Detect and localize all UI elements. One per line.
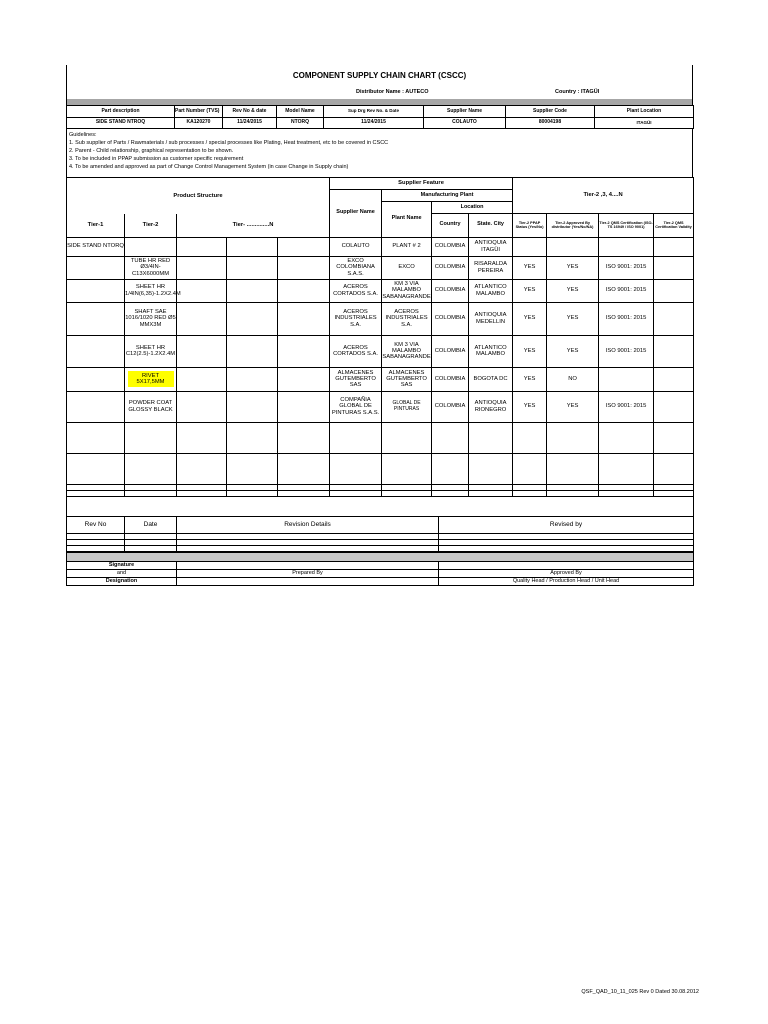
qms-validity-header: Tier-2 QMS Certification Validity	[654, 214, 694, 238]
table-row	[67, 335, 694, 367]
table-row	[67, 367, 694, 391]
approved-by-header: Tier-2 Approved By distributor (Yes/No/NA)	[547, 214, 599, 238]
approved-cell: YES	[547, 256, 599, 279]
tier1-cell	[67, 302, 125, 335]
approved-cell: NO	[547, 367, 599, 391]
tier5-cell	[278, 391, 330, 422]
ppap-cell: YES	[513, 367, 547, 391]
tier4-cell	[227, 237, 278, 256]
tier1-cell: SIDE STAND NTORQ	[67, 237, 125, 256]
label-plant-location: Plant Location	[595, 106, 694, 118]
tier2-header: Tier-2	[125, 214, 177, 238]
value-model-name: NTORQ	[277, 118, 324, 129]
tier2-cell: SHEET HR 1/4IN(6,35)-1.2X2.4M	[125, 279, 177, 302]
tier4-cell	[227, 335, 278, 367]
page-title: COMPONENT SUPPLY CHAIN CHART (CSCC)	[292, 71, 467, 80]
tier4-cell	[227, 279, 278, 302]
and-label: and	[67, 570, 177, 578]
validity-cell	[654, 335, 694, 367]
city-cell: ATLANTICO MALAMBO	[469, 335, 513, 367]
guideline-item: 4. To be amended and approved as part of Change Control Management System (in case Change in Supply chain)	[69, 163, 349, 170]
country-name: Country : ITAGÜI	[555, 89, 600, 95]
tier3-cell	[177, 302, 227, 335]
revision-details-header: Revision Details	[177, 517, 439, 534]
ppap-cell: YES	[513, 256, 547, 279]
label-rev-no-date: Rev No & date	[223, 106, 277, 118]
label-part-number: Part Number (TVS)	[175, 106, 223, 118]
plant-cell: ACEROS INDUSTRIALES S.A.	[382, 302, 432, 335]
ppap-status-header: Tier-2 PPAP Status (Yes/No)	[513, 214, 547, 238]
approved-cell: YES	[547, 335, 599, 367]
country-cell: COLOMBIA	[432, 391, 469, 422]
guideline-item: 2. Parent - Child relationship, graphical representation to be shown.	[69, 147, 234, 154]
location-header: Location	[432, 202, 513, 214]
tier3-cell	[177, 391, 227, 422]
plant-cell: EXCO	[382, 256, 432, 279]
qms-cell	[599, 367, 654, 391]
signature-row	[67, 562, 694, 570]
tier3-cell	[177, 367, 227, 391]
plant-cell: GLOBAL DE PINTURAS	[382, 391, 432, 422]
cscc-sheet	[66, 65, 693, 586]
table-row	[67, 391, 694, 422]
city-cell: ANTIOQUIA ITAGÜI	[469, 237, 513, 256]
validity-cell	[654, 391, 694, 422]
tierN-header: Tier- ..............N	[177, 214, 330, 238]
plant-name-header: Plant Name	[382, 202, 432, 238]
tier5-cell	[278, 279, 330, 302]
guidelines	[66, 129, 693, 177]
country-cell: COLOMBIA	[432, 279, 469, 302]
tier1-cell	[67, 279, 125, 302]
value-sup-drg-date: 11/24/2015	[324, 118, 424, 129]
plant-cell: ALMACENES GUTEMBERTO SAS	[382, 367, 432, 391]
label-sup-drg-rev: Sup Drg Rev No. & Date	[324, 106, 424, 118]
supply-chain-table	[66, 177, 694, 516]
part-header-labels	[67, 106, 694, 118]
revision-header-row	[67, 517, 694, 534]
label-model-name: Model Name	[277, 106, 324, 118]
table-row	[67, 279, 694, 302]
value-supplier-code: 80004198	[506, 118, 595, 129]
plant-cell: KM 3 VIA MALAMBO SABANAGRANDE	[382, 335, 432, 367]
tier1-cell	[67, 391, 125, 422]
and-row	[67, 570, 694, 578]
state-city-header: State. City	[469, 214, 513, 238]
approver-role: Quality Head / Production Head / Unit Head	[439, 578, 694, 586]
distributor-name: Distributor Name : AUTECO	[356, 89, 429, 95]
tier2-cell: SHEET HR C12(2.5)-1.2X2.4M	[125, 335, 177, 367]
ppap-cell: YES	[513, 391, 547, 422]
tier1-cell	[67, 335, 125, 367]
part-header-table	[66, 105, 694, 129]
qms-cell	[599, 237, 654, 256]
tier3-cell	[177, 237, 227, 256]
supplier-cell: COMPAÑIA GLOBAL DE PINTURAS S.A.S.	[330, 391, 382, 422]
gray-divider-row	[67, 553, 694, 562]
qms-cell: ISO 9001: 2015	[599, 302, 654, 335]
approved-by-label: Approved By	[439, 570, 694, 578]
qms-cell: ISO 9001: 2015	[599, 256, 654, 279]
city-cell: ANTIOQUIA RIONEGRO	[469, 391, 513, 422]
country-cell: COLOMBIA	[432, 335, 469, 367]
tier5-cell	[278, 367, 330, 391]
tier1-cell	[67, 256, 125, 279]
tier2-cell: SHAFT SAE 1016/1020 RED Ø5 MMX3M	[125, 302, 177, 335]
supplier-cell: ALMACENES GUTEMBERTO SAS	[330, 367, 382, 391]
country-cell: COLOMBIA	[432, 302, 469, 335]
supplier-cell: ACEROS CORTADOS S.A.	[330, 279, 382, 302]
ppap-cell: YES	[513, 279, 547, 302]
designation-row	[67, 578, 694, 586]
revision-row	[67, 546, 694, 552]
prepared-by-label: Prepared By	[177, 570, 439, 578]
tier2-cell: TUBE HR RED Ø3/4IN-C13X6000MM	[125, 256, 177, 279]
city-cell: ATLANTICO MALAMBO	[469, 279, 513, 302]
tier-group-header: Tier-2 ,3, 4....N	[513, 178, 694, 214]
validity-cell	[654, 367, 694, 391]
supplier-cell: COLAUTO	[330, 237, 382, 256]
city-cell: RISARALDA PEREIRA	[469, 256, 513, 279]
designation-label: Designation	[67, 578, 177, 586]
supplier-feature-header: Supplier Feature	[330, 178, 513, 190]
approved-cell: YES	[547, 391, 599, 422]
tier2-cell: POWDER COAT GLOSSY BLACK	[125, 391, 177, 422]
tier4-cell	[227, 391, 278, 422]
tier4-cell	[227, 256, 278, 279]
ppap-cell: YES	[513, 302, 547, 335]
supplier-cell: ACEROS CORTADOS S.A.	[330, 335, 382, 367]
revision-table	[66, 516, 694, 552]
approved-cell: YES	[547, 302, 599, 335]
supplier-cell: EXCO COLOMBIANA S.A.S.	[330, 256, 382, 279]
rev-no-header: Rev No	[67, 517, 125, 534]
plant-cell: PLANT # 2	[382, 237, 432, 256]
tier3-cell	[177, 256, 227, 279]
plant-cell: KM 3 VIA MALAMBO SABANAGRANDE	[382, 279, 432, 302]
validity-cell	[654, 256, 694, 279]
product-structure-header: Product Structure	[67, 178, 330, 214]
highlighted-part: RIVET 5X17,5MM	[128, 371, 174, 387]
tier1-header: Tier-1	[67, 214, 125, 238]
qms-cell: ISO 9001: 2015	[599, 391, 654, 422]
label-part-description: Part description	[67, 106, 175, 118]
country-cell: COLOMBIA	[432, 237, 469, 256]
city-cell: BOGOTA DC	[469, 367, 513, 391]
guideline-item: 1. Sub supplier of Parts / Rawmaterials / sub processes / special processes like Plating, Heat treatment, etc to be covered in CSCC	[69, 139, 389, 146]
empty-row	[67, 453, 694, 484]
tier5-cell	[278, 256, 330, 279]
qms-cert-header: Tier-2 QMS Certification (ISO-TS 16949 / ISO 9001)	[599, 214, 654, 238]
label-supplier-name: Supplier Name	[424, 106, 506, 118]
city-cell: ANTIOQUIA MEDELLIN	[469, 302, 513, 335]
guideline-item: 3. To be included in PPAP submission as customer specific requirement	[69, 155, 244, 162]
tier5-cell	[278, 302, 330, 335]
spacer-row	[67, 496, 694, 516]
tier3-cell	[177, 335, 227, 367]
distributor-row	[66, 85, 693, 99]
tier1-cell	[67, 367, 125, 391]
approved-cell: YES	[547, 279, 599, 302]
value-rev-date: 11/24/2015	[223, 118, 277, 129]
ppap-cell: YES	[513, 335, 547, 367]
value-part-number: KA120270	[175, 118, 223, 129]
approved-cell	[547, 237, 599, 256]
supplier-cell: ACEROS INDUSTRIALES S.A.	[330, 302, 382, 335]
value-part-description: SIDE STAND NTROQ	[67, 118, 175, 129]
part-header-values	[67, 118, 694, 129]
supplier-name-header: Supplier Name	[330, 190, 382, 238]
validity-cell	[654, 237, 694, 256]
table-row	[67, 256, 694, 279]
tier2-cell	[125, 367, 177, 391]
label-supplier-code: Supplier Code	[506, 106, 595, 118]
qms-cell: ISO 9001: 2015	[599, 279, 654, 302]
document-footer: QSF_QAD_10_11_025 Rev 0 Dated 30.08.2012	[581, 989, 699, 995]
validity-cell	[654, 302, 694, 335]
empty-row	[67, 422, 694, 453]
table-row	[67, 302, 694, 335]
manufacturing-plant-header: Manufacturing Plant	[382, 190, 513, 202]
country-header: Country	[432, 214, 469, 238]
country-cell: COLOMBIA	[432, 367, 469, 391]
tier4-cell	[227, 367, 278, 391]
tier3-cell	[177, 279, 227, 302]
guidelines-heading: Guidelines:	[69, 132, 97, 138]
tier4-cell	[227, 302, 278, 335]
tier5-cell	[278, 335, 330, 367]
value-supplier-name: COLAUTO	[424, 118, 506, 129]
country-cell: COLOMBIA	[432, 256, 469, 279]
table-row	[67, 237, 694, 256]
signature-table	[66, 552, 694, 586]
date-header: Date	[125, 517, 177, 534]
validity-cell	[654, 279, 694, 302]
tier2-cell	[125, 237, 177, 256]
signature-label: Signature	[67, 562, 177, 570]
header-row-1	[67, 178, 694, 190]
tier5-cell	[278, 237, 330, 256]
ppap-cell	[513, 237, 547, 256]
revised-by-header: Revised by	[439, 517, 694, 534]
qms-cell: ISO 9001: 2015	[599, 335, 654, 367]
value-plant-location: ITAGÜI	[595, 118, 694, 129]
